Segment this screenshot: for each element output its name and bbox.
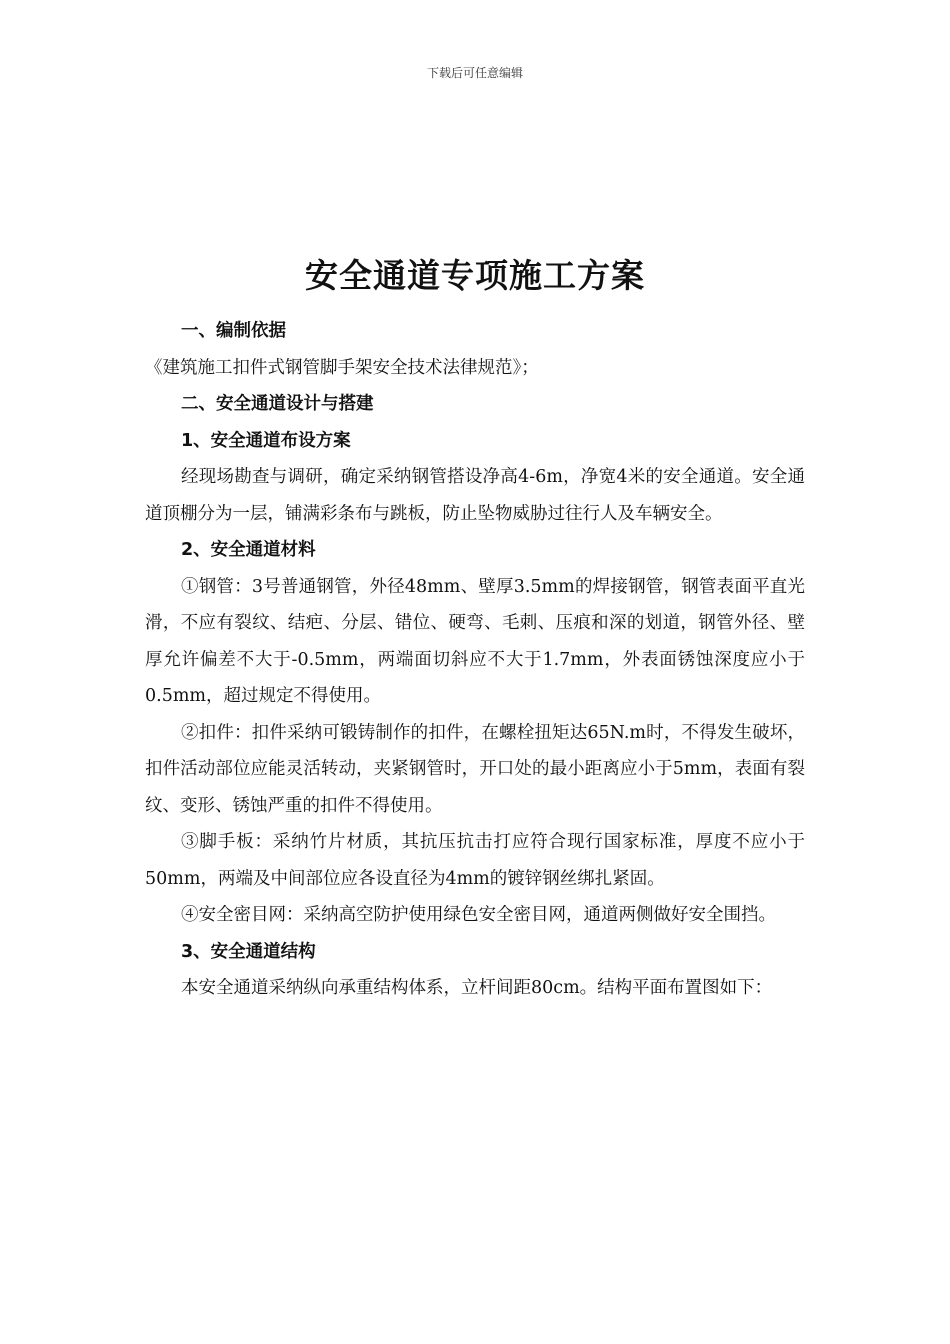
page-header-note: 下载后可任意编辑 [426, 66, 523, 80]
section-heading-basis: 一、编制依据 [181, 321, 286, 341]
paragraph-structure: 本安全通道采纳纵向承重结构体系，立杆间距80cm。结构平面布置图如下： [181, 978, 773, 998]
subsection-heading-materials: 2、安全通道材料 [181, 540, 316, 560]
section-heading-design: 二、安全通道设计与搭建 [181, 394, 374, 414]
subsection-heading-structure: 3、安全通道结构 [181, 941, 316, 962]
paragraph-layout: 经现场勘查与调研，确定采纳钢管搭设净高4-6m，净宽4米的安全通道。安全通道顶棚分为一层，铺满彩条布与跳板，防止坠物威胁过往行人及车辆安全。 [145, 467, 805, 524]
paragraph-safety-net: ④安全密目网：采纳高空防护使用绿色安全密目网，通道两侧做好安全围挡。 [181, 905, 776, 925]
paragraph-fastener: ②扣件：扣件采纳可锻铸制作的扣件，在螺栓扭矩达65N.m时，不得发生破坏，扣件活动部位应能灵活转动，夹紧钢管时，开口处的最小距离应小于5mm，表面有裂纹、变形、锈蚀严重的扣件不得使用。 [145, 722, 805, 816]
paragraph-scaffold-board: ③脚手板：采纳竹片材质，其抗压抗击打应符合现行国家标准，厚度不应小于50mm，两端及中间部位应各设直径为4mm的镀锌钢丝绑扎紧固。 [145, 832, 805, 889]
subsection-heading-layout: 1、安全通道布设方案 [181, 430, 351, 451]
paragraph-steel-pipe: ①钢管：3号普通钢管，外径48mm、壁厚3.5mm的焊接钢管，钢管表面平直光滑，不应有裂纹、结疤、分层、错位、硬弯、毛刺、压痕和深的划道，钢管外径、壁厚允许偏差不大于-0.5mm，两端面切斜应不大于1.7mm，外表面锈蚀深度应小于0.5mm，超过规定不得使用。 [145, 576, 805, 706]
section-text-basis: 《建筑施工扣件式钢管脚手架安全技术法律规范》； [145, 357, 539, 378]
document-title: 安全通道专项施工方案 [305, 256, 645, 295]
document-body [145, 313, 805, 1007]
